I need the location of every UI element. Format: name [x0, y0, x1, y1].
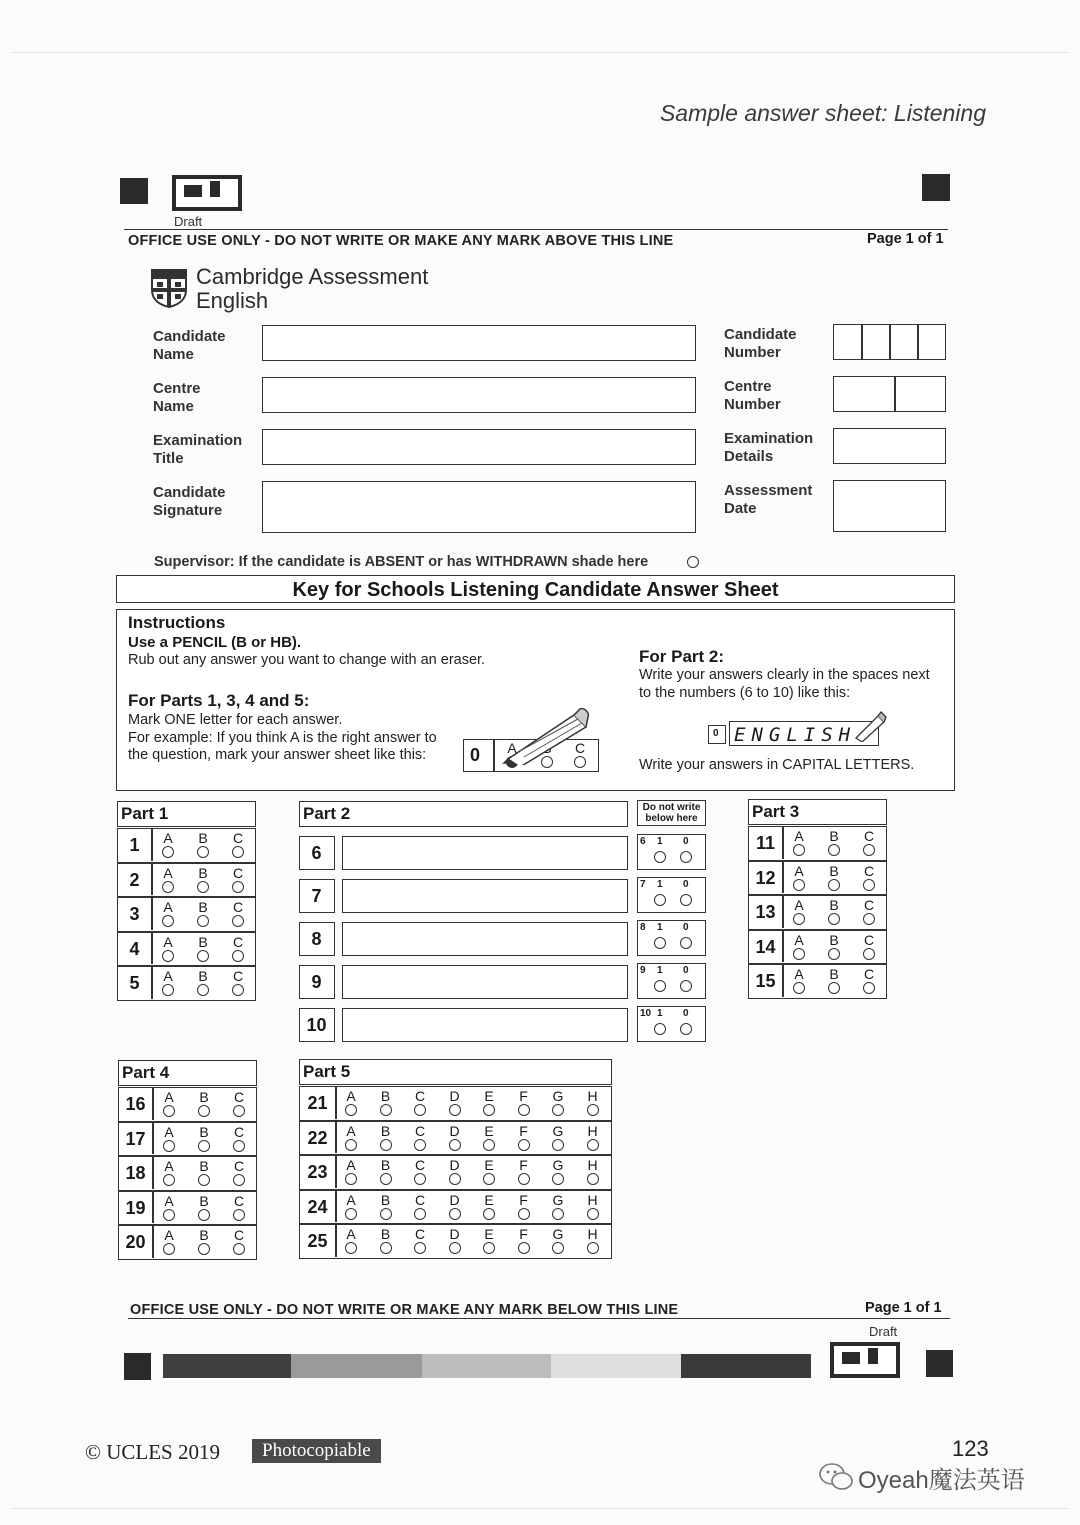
table-row — [299, 1190, 612, 1225]
question-number: 2 — [129, 869, 140, 890]
candidate-name-label: Candidate Name — [153, 328, 226, 363]
draft-label-top: Draft — [174, 214, 203, 229]
question-number: 1 — [129, 835, 140, 856]
parts-1345-line1: Mark ONE letter for each answer. — [128, 712, 343, 728]
answer-option-bubble[interactable]: C — [230, 970, 246, 996]
answer-option-bubble[interactable]: E — [481, 1228, 497, 1254]
answer-option-bubble[interactable]: D — [447, 1228, 463, 1254]
question-number: 17 — [125, 1128, 146, 1149]
answer-text-field[interactable] — [342, 965, 628, 999]
answer-option-bubble[interactable]: C — [412, 1159, 428, 1185]
table-row — [299, 1086, 612, 1121]
answer-option-bubble[interactable]: C — [231, 1091, 247, 1117]
answer-option-bubble[interactable]: C — [861, 830, 877, 856]
scan-edge-top — [10, 52, 1070, 53]
answer-option-bubble[interactable]: C — [412, 1125, 428, 1151]
answer-option-bubble[interactable]: A — [160, 832, 176, 858]
examination-details-label: Examination Details — [724, 430, 814, 465]
brand-line1: Cambridge Assessment — [196, 264, 429, 289]
page-header-title: Sample answer sheet: Listening — [659, 100, 986, 126]
timing-mark-bottom-right — [926, 1350, 953, 1377]
answer-option-bubble[interactable]: G — [550, 1090, 566, 1116]
examiner-tally-box: 10 1 0 — [637, 1006, 706, 1042]
answer-option-bubble[interactable]: B — [196, 1091, 212, 1117]
pencil-small-icon — [852, 710, 888, 742]
candidate-number-field[interactable] — [833, 324, 946, 360]
candidate-signature-field[interactable] — [262, 481, 696, 533]
table-row — [118, 1156, 257, 1191]
question-number-box — [299, 965, 335, 999]
answer-option-bubble[interactable]: E — [481, 1194, 497, 1220]
example-mark-box: 0 A C — [463, 739, 599, 772]
question-number: 20 — [125, 1232, 146, 1253]
question-number: 9 — [311, 972, 322, 992]
answer-option-bubble[interactable]: G — [550, 1125, 566, 1151]
answer-option-bubble[interactable]: B — [826, 934, 842, 960]
answer-option-bubble[interactable]: B — [826, 865, 842, 891]
answer-option-bubble[interactable]: A — [161, 1160, 177, 1186]
office-line-bottom — [128, 1318, 950, 1319]
table-row — [117, 828, 256, 863]
part1-header: Part 1 — [117, 801, 256, 827]
answer-option-bubble[interactable]: C — [861, 968, 877, 994]
part5-header: Part 5 — [299, 1059, 612, 1085]
centre-name-field[interactable] — [262, 377, 696, 413]
answer-option-bubble[interactable]: D — [447, 1125, 463, 1151]
answer-option-bubble[interactable]: C — [861, 865, 877, 891]
page-of-top: Page 1 of 1 — [867, 231, 944, 247]
answer-option-bubble[interactable]: A — [791, 968, 807, 994]
answer-option-bubble[interactable]: B — [196, 1126, 212, 1152]
answer-option-bubble[interactable]: G — [550, 1228, 566, 1254]
question-number: 24 — [307, 1196, 328, 1217]
tally-bubble[interactable] — [654, 894, 666, 906]
question-number: 12 — [755, 867, 776, 888]
tally-bubble[interactable] — [680, 851, 692, 863]
answer-option-bubble[interactable]: F — [516, 1090, 532, 1116]
answer-option-bubble[interactable]: C — [230, 832, 246, 858]
examiner-tally-box: 8 1 0 — [637, 920, 706, 956]
tally-bubble[interactable] — [680, 980, 692, 992]
table-row — [117, 897, 256, 932]
answer-option-bubble[interactable]: A — [161, 1229, 177, 1255]
watermark: Oyeah魔法英语 — [858, 1467, 1025, 1494]
tally-bubble[interactable] — [654, 937, 666, 949]
office-use-bottom-text: OFFICE USE ONLY - DO NOT WRITE OR MAKE ANY MARK BELOW THIS LINE — [130, 1302, 679, 1318]
answer-option-bubble[interactable]: C — [412, 1194, 428, 1220]
question-number: 10 — [306, 1015, 327, 1035]
answer-option-bubble[interactable]: C — [861, 899, 877, 925]
tally-bubble[interactable] — [654, 1023, 666, 1035]
table-row — [118, 1225, 257, 1260]
answer-option-bubble[interactable]: A — [343, 1228, 359, 1254]
answer-option-bubble[interactable]: B — [195, 832, 211, 858]
tally-bubble[interactable] — [680, 937, 692, 949]
part2-header: Part 2 — [299, 801, 628, 827]
question-number-box — [299, 879, 335, 913]
assessment-date-label: Assessment Date — [724, 482, 813, 517]
examiner-tally-box: 9 1 0 — [637, 963, 706, 999]
candidate-number-label: Candidate Number — [724, 326, 797, 361]
draft-logo-top — [172, 175, 242, 211]
answer-option-bubble[interactable]: A — [160, 936, 176, 962]
answer-option-bubble[interactable]: B — [195, 936, 211, 962]
question-number: 22 — [307, 1127, 328, 1148]
part2-line3: Write your answers in CAPITAL LETTERS. — [639, 757, 915, 773]
answer-option-bubble[interactable]: H — [585, 1194, 601, 1220]
answer-option-bubble[interactable]: D — [447, 1090, 463, 1116]
photocopiable-badge: Photocopiable — [252, 1439, 381, 1463]
instructions-heading: Instructions — [128, 613, 226, 632]
answer-option-bubble[interactable]: F — [516, 1228, 532, 1254]
answer-option-bubble[interactable]: A — [791, 934, 807, 960]
answer-option-bubble[interactable]: C — [230, 901, 246, 927]
sheet-title-box — [116, 575, 955, 603]
parts-1345-heading: For Parts 1, 3, 4 and 5: — [128, 691, 310, 710]
parts-1345-line3: the question, mark your answer sheet like this: — [128, 747, 427, 763]
part4-header: Part 4 — [118, 1060, 257, 1086]
question-number-box — [299, 1008, 335, 1042]
answer-option-bubble[interactable]: B — [378, 1159, 394, 1185]
answer-option-bubble[interactable]: B — [195, 867, 211, 893]
centre-name-label: Centre Name — [153, 380, 201, 415]
table-row — [118, 1087, 257, 1122]
brand-line2: English — [196, 288, 269, 313]
answer-option-bubble[interactable]: D — [447, 1159, 463, 1185]
question-number: 6 — [311, 843, 322, 863]
answer-text-field[interactable] — [342, 922, 628, 956]
answer-option-bubble[interactable]: E — [481, 1125, 497, 1151]
answer-text-field[interactable] — [342, 1008, 628, 1042]
examination-title-field[interactable] — [262, 429, 696, 465]
answer-option-bubble[interactable]: A — [791, 830, 807, 856]
pencil-icon — [500, 705, 595, 765]
question-number: 23 — [307, 1162, 328, 1183]
examination-details-field[interactable] — [833, 428, 946, 464]
question-number: 18 — [125, 1163, 146, 1184]
centre-number-label: Centre Number — [724, 378, 781, 413]
answer-text-field[interactable] — [342, 879, 628, 913]
assessment-date-field[interactable] — [833, 480, 946, 532]
answer-option-bubble[interactable]: E — [481, 1090, 497, 1116]
part2-line2: to the numbers (6 to 10) like this: — [639, 685, 851, 701]
answer-option-bubble[interactable]: B — [195, 970, 211, 996]
question-number: 8 — [311, 929, 322, 949]
question-number: 11 — [755, 833, 776, 854]
examiner-tally-box: 6 1 0 — [637, 834, 706, 870]
answer-option-bubble[interactable]: C — [231, 1229, 247, 1255]
timing-mark-top-left — [120, 178, 148, 204]
part2-example-num-box: 0 — [708, 725, 726, 744]
answer-option-bubble[interactable]: B — [378, 1228, 394, 1254]
part2-example-word: ENGLISH — [734, 724, 857, 746]
question-number: 5 — [129, 973, 140, 994]
question-number: 3 — [129, 904, 140, 925]
answer-option-bubble[interactable]: H — [585, 1090, 601, 1116]
candidate-signature-label: Candidate Signature — [153, 484, 226, 519]
absent-shade-circle[interactable] — [687, 556, 699, 568]
draft-logo-bottom — [830, 1342, 900, 1378]
wechat-icon — [818, 1462, 854, 1492]
answer-option-bubble[interactable]: A — [161, 1126, 177, 1152]
question-number: 13 — [755, 902, 776, 923]
answer-option-bubble[interactable]: A — [161, 1195, 177, 1221]
table-row — [117, 966, 256, 1001]
centre-number-field[interactable] — [833, 376, 946, 412]
table-row — [117, 863, 256, 898]
answer-option-bubble[interactable]: C — [861, 934, 877, 960]
answer-option-bubble[interactable]: C — [231, 1126, 247, 1152]
instructions-line2: Rub out any answer you want to change with an eraser. — [128, 652, 486, 668]
answer-option-bubble[interactable]: B — [378, 1090, 394, 1116]
answer-option-bubble[interactable]: A — [343, 1125, 359, 1151]
supervisor-note: Supervisor: If the candidate is ABSENT or has WITHDRAWN shade here — [154, 554, 649, 570]
page-of-bottom: Page 1 of 1 — [865, 1300, 942, 1316]
do-not-write-box: Do not write below here — [637, 800, 706, 826]
answer-option-bubble[interactable]: A — [791, 865, 807, 891]
parts-1345-line2: For example: If you think A is the right answer to — [128, 730, 437, 746]
table-row — [118, 1122, 257, 1157]
sheet-title: Key for Schools Listening Candidate Answer Sheet — [292, 579, 779, 601]
answer-option-bubble[interactable]: B — [826, 899, 842, 925]
part3-header: Part 3 — [748, 799, 887, 825]
grey-scale-bar-5 — [681, 1354, 811, 1378]
answer-option-bubble[interactable]: G — [550, 1194, 566, 1220]
table-row — [748, 861, 887, 896]
question-number-box — [299, 922, 335, 956]
office-use-top-text: OFFICE USE ONLY - DO NOT WRITE OR MAKE ANY MARK ABOVE THIS LINE — [128, 233, 674, 249]
answer-option-bubble[interactable]: E — [481, 1159, 497, 1185]
timing-mark-bottom-left — [124, 1353, 151, 1380]
answer-option-bubble[interactable]: C — [230, 867, 246, 893]
question-number: 21 — [307, 1093, 328, 1114]
answer-option-bubble[interactable]: B — [378, 1194, 394, 1220]
answer-option-bubble[interactable]: A — [161, 1091, 177, 1117]
answer-option-bubble[interactable]: C — [231, 1195, 247, 1221]
question-number: 15 — [755, 971, 776, 992]
table-row — [299, 1155, 612, 1190]
answer-option-bubble[interactable]: A — [343, 1090, 359, 1116]
tally-bubble[interactable] — [654, 851, 666, 863]
table-row — [117, 932, 256, 967]
grey-scale-bar-2 — [291, 1354, 422, 1378]
candidate-name-field[interactable] — [262, 325, 696, 361]
question-number-box — [299, 836, 335, 870]
scan-edge-bottom — [10, 1508, 1070, 1509]
answer-option-bubble[interactable]: A — [343, 1194, 359, 1220]
grey-scale-bar-3 — [422, 1354, 551, 1378]
answer-option-bubble[interactable]: C — [230, 936, 246, 962]
table-row — [299, 1224, 612, 1259]
grey-scale-bar-4 — [551, 1354, 681, 1378]
table-row — [118, 1191, 257, 1226]
examination-title-label: Examination Title — [153, 432, 243, 467]
answer-option-bubble[interactable]: A — [343, 1159, 359, 1185]
answer-option-bubble[interactable]: A — [160, 970, 176, 996]
question-number: 25 — [307, 1231, 328, 1252]
answer-option-bubble[interactable]: A — [160, 867, 176, 893]
question-number: 16 — [125, 1094, 146, 1115]
answer-option-bubble[interactable]: F — [516, 1194, 532, 1220]
part2-line1: Write your answers clearly in the spaces next — [639, 667, 930, 683]
answer-option-bubble[interactable]: F — [516, 1125, 532, 1151]
answer-option-bubble[interactable]: B — [195, 901, 211, 927]
answer-option-bubble[interactable]: H — [585, 1125, 601, 1151]
instructions-line1: Use a PENCIL (B or HB). — [128, 634, 302, 651]
copyright: © UCLES 2019 — [85, 1440, 220, 1464]
timing-mark-top-right — [922, 174, 950, 201]
answer-text-field[interactable] — [342, 836, 628, 870]
table-row — [748, 964, 887, 999]
answer-option-bubble[interactable]: B — [196, 1195, 212, 1221]
answer-option-bubble[interactable]: G — [550, 1159, 566, 1185]
tally-bubble[interactable] — [680, 1023, 692, 1035]
answer-option-bubble[interactable]: B — [826, 830, 842, 856]
answer-option-bubble[interactable]: B — [378, 1125, 394, 1151]
question-number: 19 — [125, 1197, 146, 1218]
answer-option-bubble[interactable]: H — [585, 1159, 601, 1185]
examiner-tally-box: 7 1 0 — [637, 877, 706, 913]
question-number: 4 — [129, 938, 140, 959]
tally-bubble[interactable] — [680, 894, 692, 906]
answer-option-bubble[interactable]: D — [447, 1194, 463, 1220]
question-number: 14 — [755, 936, 776, 957]
answer-option-bubble[interactable]: A — [791, 899, 807, 925]
cambridge-crest-icon — [150, 268, 188, 308]
table-row — [748, 895, 887, 930]
answer-option-bubble[interactable]: B — [196, 1160, 212, 1186]
answer-option-bubble[interactable]: A — [160, 901, 176, 927]
draft-label-bottom: Draft — [869, 1324, 898, 1339]
answer-option-bubble[interactable]: F — [516, 1159, 532, 1185]
answer-option-bubble[interactable]: B — [196, 1229, 212, 1255]
question-number: 7 — [311, 886, 322, 906]
answer-option-bubble[interactable]: C — [231, 1160, 247, 1186]
page-number: 123 — [952, 1436, 989, 1461]
table-row — [748, 826, 887, 861]
answer-option-bubble[interactable]: B — [826, 968, 842, 994]
table-row — [748, 930, 887, 965]
grey-scale-bar-1 — [163, 1354, 291, 1378]
answer-option-bubble[interactable]: C — [412, 1090, 428, 1116]
answer-option-bubble[interactable]: H — [585, 1228, 601, 1254]
part2-heading: For Part 2: — [639, 647, 725, 666]
tally-bubble[interactable] — [654, 980, 666, 992]
answer-option-bubble[interactable]: C — [412, 1228, 428, 1254]
table-row — [299, 1121, 612, 1156]
office-line-top — [124, 229, 948, 230]
